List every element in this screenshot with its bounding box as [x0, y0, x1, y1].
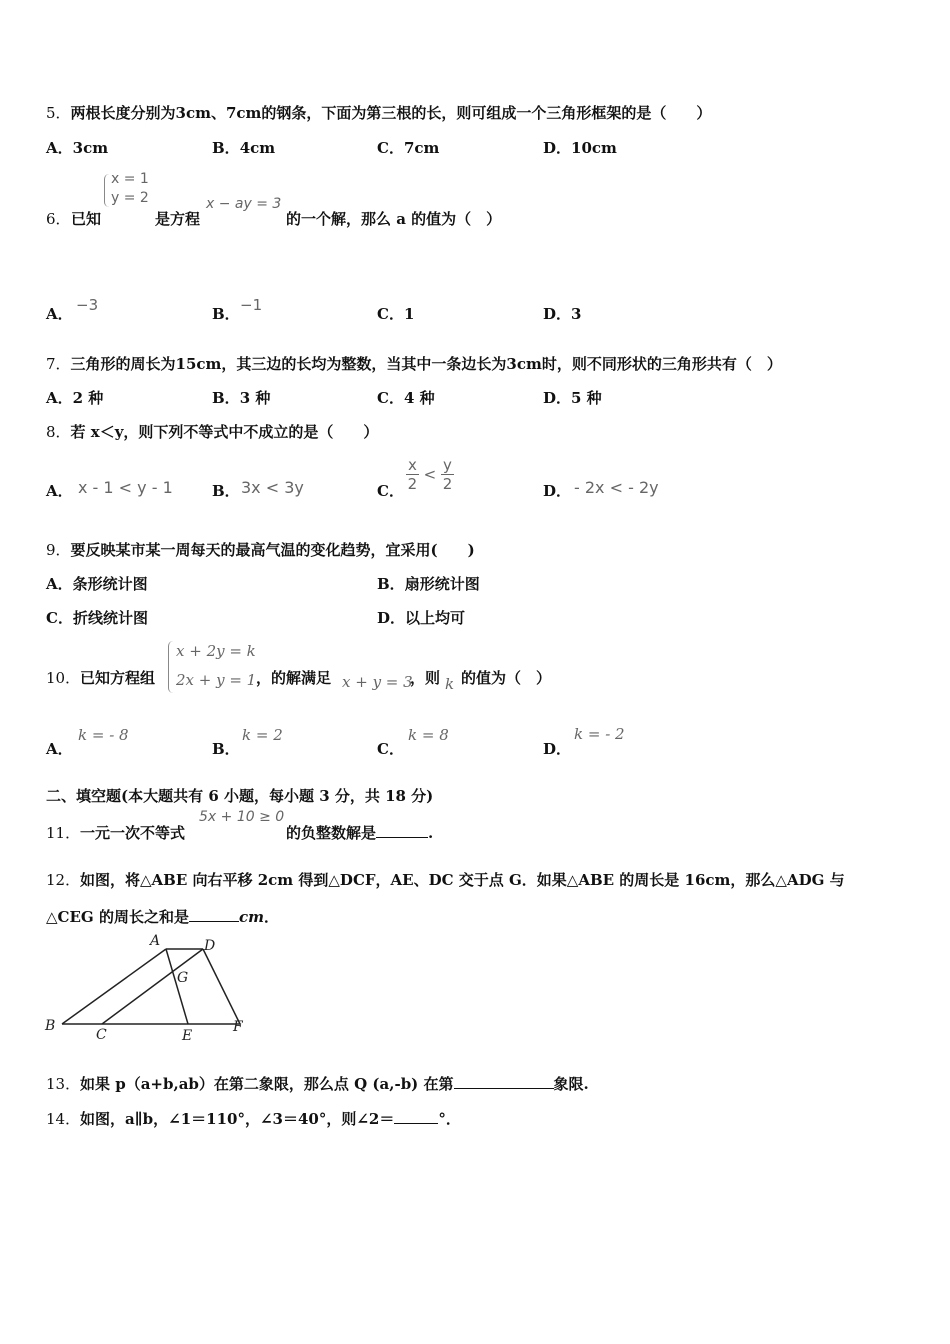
q14-number: 14． [46, 1110, 81, 1128]
label-a: A [150, 933, 161, 949]
q5-option-c[interactable]: C．7cm [377, 139, 440, 157]
q12-answer-blank[interactable] [189, 907, 239, 922]
q8-text: 若 x＜y，则下列不等式中不成立的是（ ） [70, 423, 379, 441]
q6-mid: 是方程 [155, 210, 201, 228]
q7-option-c[interactable]: C．4 种 [377, 389, 435, 407]
q8-option-d-label[interactable]: D． [543, 482, 572, 500]
q5-option-a[interactable]: A．3cm [46, 139, 109, 157]
q6-post: 的一个解，那么 a 的值为（ ） [286, 210, 502, 228]
q10-option-a-label[interactable]: A． [46, 740, 73, 758]
q8-option-a[interactable]: x - 1 < y - 1 [78, 478, 173, 497]
q10-system-line1: x + 2y = k [176, 642, 256, 660]
q10-number: 10． [46, 669, 81, 687]
q10-system-line2: 2x + y = 1 [176, 671, 257, 689]
q9-option-c[interactable]: C．折线统计图 [46, 609, 148, 627]
section2-title: 二、填空题(本大题共有 6 小题，每小题 3 分，共 18 分) [46, 787, 434, 805]
q8-option-a-label[interactable]: A． [46, 482, 73, 500]
q12-line1: 如图，将△ABE 向右平移 2cm 得到△DCF，AE、DC 交于点 G．如果△ABE 的周长是 16cm，那么△ADG 与 [80, 871, 845, 889]
label-b: B [45, 1018, 56, 1034]
q10-option-a[interactable]: k = - 8 [78, 726, 129, 744]
q6-system-line1: x = 1 [111, 171, 149, 187]
q5-stem [46, 102, 711, 123]
label-f: F [233, 1019, 243, 1035]
q12-figure [40, 930, 250, 1045]
q6-equation: x − ay = 3 [206, 196, 282, 212]
q9-option-d[interactable]: D．以上均可 [377, 609, 466, 627]
q14-text: 如图，a∥b，∠1＝110°，∠3＝40°，则∠2＝ °． [80, 1110, 461, 1128]
q10-system-brace [168, 641, 173, 693]
q11-number: 11． [46, 824, 81, 842]
q14-answer-blank[interactable] [394, 1109, 438, 1124]
q8-option-c[interactable]: $\frac{x}{2}$ < $\frac{y}{2}$ [407, 456, 453, 493]
q10-var: k [445, 675, 455, 693]
line-ba [62, 949, 166, 1024]
q5-option-b[interactable]: B．4cm [212, 139, 276, 157]
q6-option-a-label[interactable]: A． [46, 305, 73, 323]
q12-line2: △CEG 的周长之和是 cm． [46, 908, 279, 926]
q10-option-b-label[interactable]: B． [212, 740, 240, 758]
q13-number: 13． [46, 1075, 81, 1093]
q6-system-brace [104, 174, 109, 207]
q10-condition: x + y = 3 [342, 673, 413, 691]
q6-option-a[interactable]: −3 [76, 296, 99, 314]
q10-option-d-label[interactable]: D． [543, 740, 572, 758]
q8-option-b[interactable]: 3x < 3y [241, 478, 304, 497]
q9-option-b[interactable]: B．扇形统计图 [377, 575, 480, 593]
q7-option-d[interactable]: D．5 种 [543, 389, 602, 407]
q9-option-a[interactable]: A．条形统计图 [46, 575, 148, 593]
q10-mid2: ，则 [410, 669, 441, 687]
q8-option-d[interactable]: - 2x < - 2y [574, 478, 659, 497]
q6-option-d[interactable]: D．3 [543, 305, 582, 323]
q13-answer-blank[interactable] [454, 1074, 554, 1089]
q5-number: 5． [46, 104, 71, 122]
q9-number: 9． [46, 541, 71, 559]
q6-system-line2: y = 2 [111, 190, 149, 206]
q6-option-c[interactable]: C．1 [377, 305, 415, 323]
q6-option-b-label[interactable]: B． [212, 305, 240, 323]
q10-mid: ，的解满足 [256, 669, 332, 687]
q7-text: 三角形的周长为15cm，其三边的长均为整数，当其中一条边长为3cm时，则不同形状的三角形共有（ ） [70, 355, 782, 373]
q7-option-a[interactable]: A．2 种 [46, 389, 104, 407]
q7-option-b[interactable]: B．3 种 [212, 389, 271, 407]
q10-option-c[interactable]: k = 8 [408, 726, 449, 744]
q10-pre: 已知方程组 [80, 669, 156, 687]
q11-answer-blank[interactable] [376, 823, 428, 838]
q8-option-c-label[interactable]: C． [377, 482, 404, 500]
q12-number: 12． [46, 871, 81, 889]
label-g: G [177, 970, 189, 986]
q8-stem [46, 421, 378, 442]
q8-c-frac1: $\frac{x}{2}$ [407, 456, 418, 493]
q11-post: 的负整数解是 . [286, 824, 434, 842]
q11-pre: 一元一次不等式 [80, 824, 186, 842]
label-c: C [96, 1027, 107, 1043]
q7-stem [46, 353, 782, 374]
line-df [203, 949, 240, 1024]
q9-text: 要反映某市某一周每天的最高气温的变化趋势，宜采用( ) [70, 541, 475, 559]
q11-inequality: 5x + 10 ≥ 0 [199, 809, 285, 825]
q13-text: 如果 p（a+b,ab）在第二象限，那么点 Q (a,-b) 在第 象限. [80, 1075, 589, 1093]
q7-number: 7． [46, 355, 71, 373]
label-e: E [182, 1028, 193, 1044]
label-d: D [204, 938, 216, 954]
q9-stem [46, 539, 475, 560]
q10-option-b[interactable]: k = 2 [242, 726, 283, 744]
line-cd [102, 949, 203, 1024]
q10-option-d[interactable]: k = - 2 [574, 725, 625, 743]
q8-number: 8． [46, 423, 71, 441]
q6-number: 6． [46, 210, 71, 228]
q5-option-d[interactable]: D．10cm [543, 139, 617, 157]
q8-c-frac2: $\frac{y}{2}$ [442, 456, 453, 493]
q6-option-b[interactable]: −1 [240, 296, 263, 314]
q10-option-c-label[interactable]: C． [377, 740, 404, 758]
line-ae [166, 949, 188, 1024]
q5-text: 两根长度分别为3cm、7cm的钢条，下面为第三根的长，则可组成一个三角形框架的是（ ） [70, 104, 712, 122]
q10-post: 的值为（ ） [461, 669, 552, 687]
q8-option-b-label[interactable]: B． [212, 482, 240, 500]
q6-pre: 已知 [71, 210, 102, 228]
